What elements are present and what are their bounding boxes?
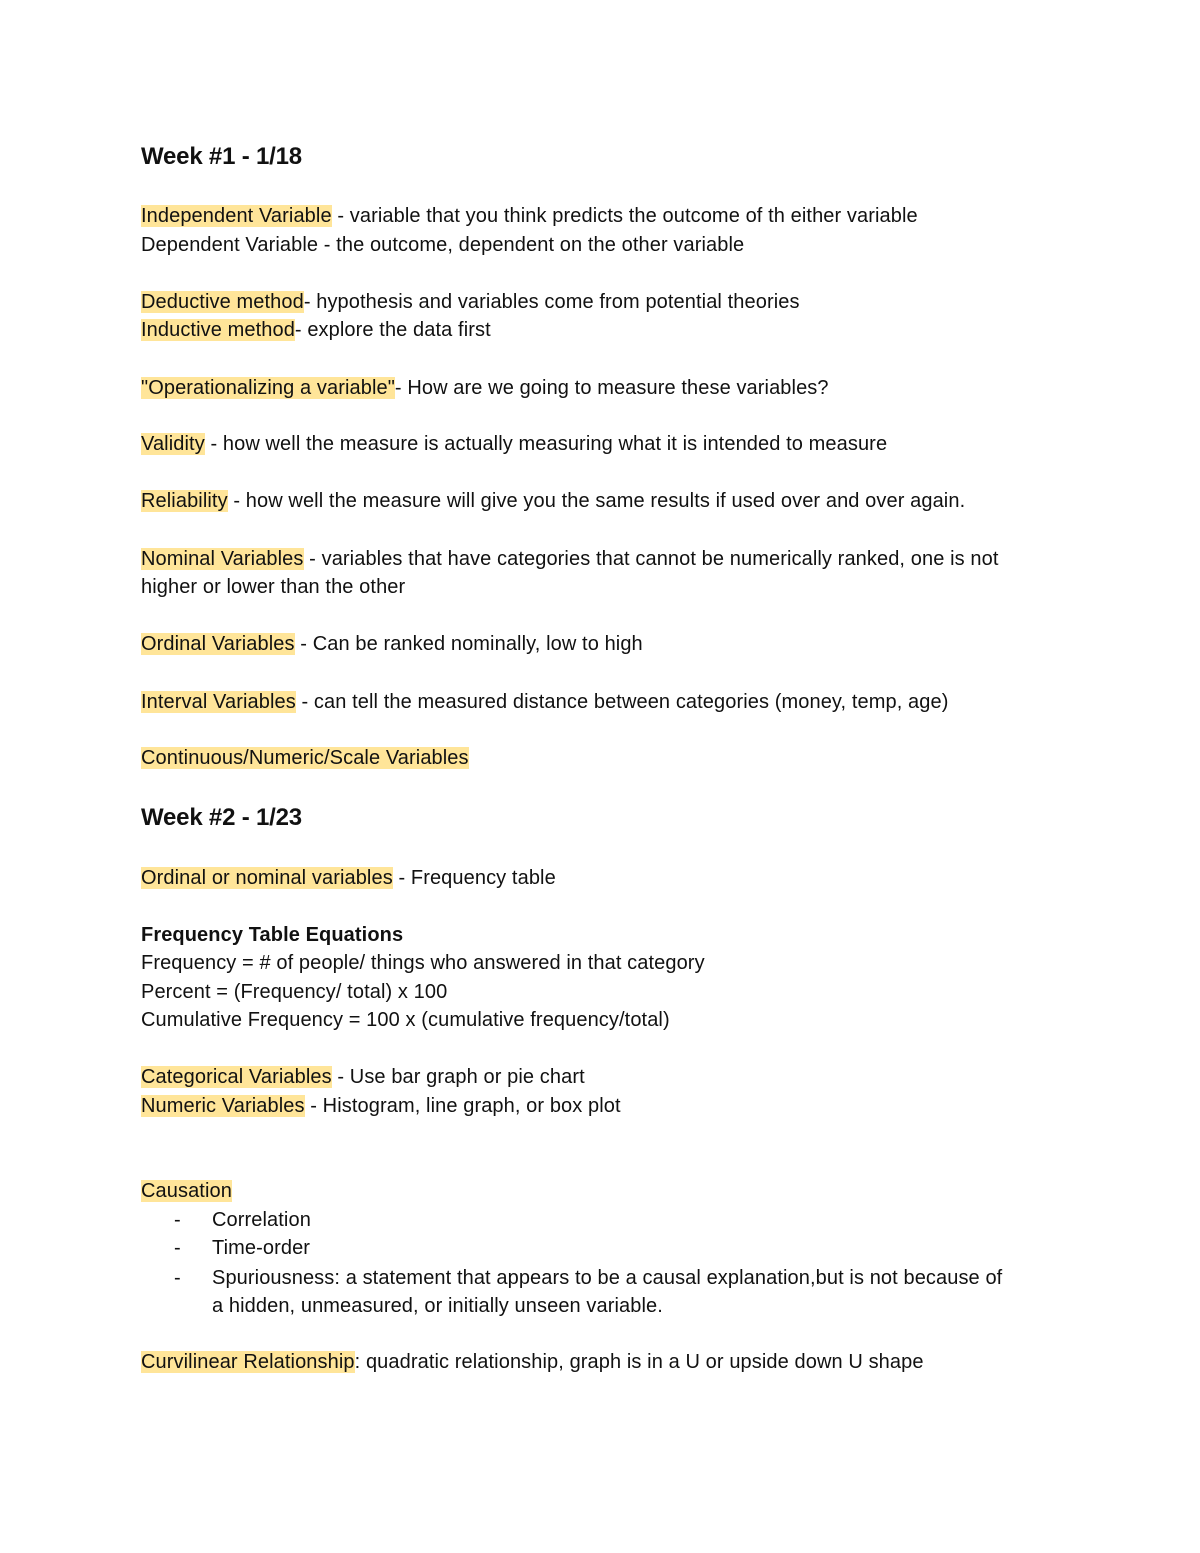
nominal-variables-line	[141, 545, 998, 573]
interval-variables-definition: - can tell the measured distance between categories (money, temp, age)	[295, 691, 949, 713]
operationalizing-term: "Operationalizing a variable"	[141, 377, 395, 399]
validity-definition: - how well the measure is actually measuring what it is intended to measure	[204, 433, 888, 455]
interval-variables-line	[141, 688, 948, 716]
continuous-variables-line	[141, 744, 469, 772]
inductive-method-term: Inductive method	[141, 319, 295, 341]
week-2-heading: Week #2 - 1/23	[141, 804, 302, 831]
independent-variable-term: Independent Variable	[141, 205, 332, 227]
percent-equation: Percent = (Frequency/ total) x 100	[141, 981, 448, 1003]
deductive-method-term: Deductive method	[141, 291, 304, 313]
numeric-variables-definition: - Histogram, line graph, or box plot	[304, 1095, 621, 1117]
bullet-spuriousness: Spuriousness: a statement that appears to be a causal explanation,but is not because of	[212, 1267, 1003, 1289]
interval-variables-term: Interval Variables	[141, 691, 296, 713]
deductive-method-definition: - hypothesis and variables come from potential theories	[303, 291, 800, 313]
frequency-table-subheading: Frequency Table Equations	[141, 924, 404, 946]
categorical-variables-definition: - Use bar graph or pie chart	[331, 1066, 585, 1088]
bullet-dash: -	[174, 1267, 181, 1289]
causation-term: Causation	[141, 1180, 232, 1202]
validity-term: Validity	[141, 433, 205, 455]
bullet-dash: -	[174, 1237, 181, 1259]
bullet-dash: -	[174, 1209, 181, 1231]
nominal-variables-term: Nominal Variables	[141, 548, 304, 570]
ordinal-nominal-term: Ordinal or nominal variables	[141, 867, 393, 889]
operationalizing-line	[141, 374, 829, 402]
continuous-variables-term: Continuous/Numeric/Scale Variables	[141, 747, 469, 769]
causation-line	[141, 1177, 232, 1205]
reliability-line	[141, 487, 965, 515]
frequency-equation: Frequency = # of people/ things who answered in that category	[141, 952, 705, 974]
ordinal-nominal-line	[141, 864, 556, 892]
week-1-heading: Week #1 - 1/18	[141, 143, 302, 170]
validity-line	[141, 430, 887, 458]
ordinal-variables-term: Ordinal Variables	[141, 633, 295, 655]
ordinal-nominal-definition: - Frequency table	[392, 867, 556, 889]
curvilinear-relationship-line	[141, 1348, 924, 1376]
curvilinear-relationship-definition: : quadratic relationship, graph is in a U or upside down U shape	[354, 1351, 924, 1373]
nominal-variables-definition: - variables that have categories that cannot be numerically ranked, one is not	[303, 548, 999, 570]
independent-variable-definition: - variable that you think predicts the outcome of th either variable	[331, 205, 918, 227]
bullet-correlation: Correlation	[212, 1209, 311, 1231]
operationalizing-definition: - How are we going to measure these variables?	[394, 377, 829, 399]
reliability-definition: - how well the measure will give you the same results if used over and over again.	[227, 490, 966, 512]
deductive-method-line	[141, 288, 800, 316]
cumulative-frequency-equation: Cumulative Frequency = 100 x (cumulative frequency/total)	[141, 1009, 670, 1031]
dependent-variable-line: Dependent Variable - the outcome, dependent on the other variable	[141, 234, 745, 256]
inductive-method-line	[141, 316, 491, 344]
bullet-spuriousness-continuation: a hidden, unmeasured, or initially unseen variable.	[212, 1295, 663, 1317]
ordinal-variables-definition: - Can be ranked nominally, low to high	[294, 633, 643, 655]
categorical-variables-line	[141, 1063, 585, 1091]
inductive-method-definition: - explore the data first	[294, 319, 491, 341]
numeric-variables-term: Numeric Variables	[141, 1095, 305, 1117]
nominal-variables-continuation: higher or lower than the other	[141, 576, 406, 598]
numeric-variables-line	[141, 1092, 621, 1120]
bullet-time-order: Time-order	[212, 1237, 311, 1259]
ordinal-variables-line	[141, 630, 643, 658]
reliability-term: Reliability	[141, 490, 228, 512]
curvilinear-relationship-term: Curvilinear Relationship	[141, 1351, 355, 1373]
categorical-variables-term: Categorical Variables	[141, 1066, 332, 1088]
independent-variable-line	[141, 202, 918, 230]
